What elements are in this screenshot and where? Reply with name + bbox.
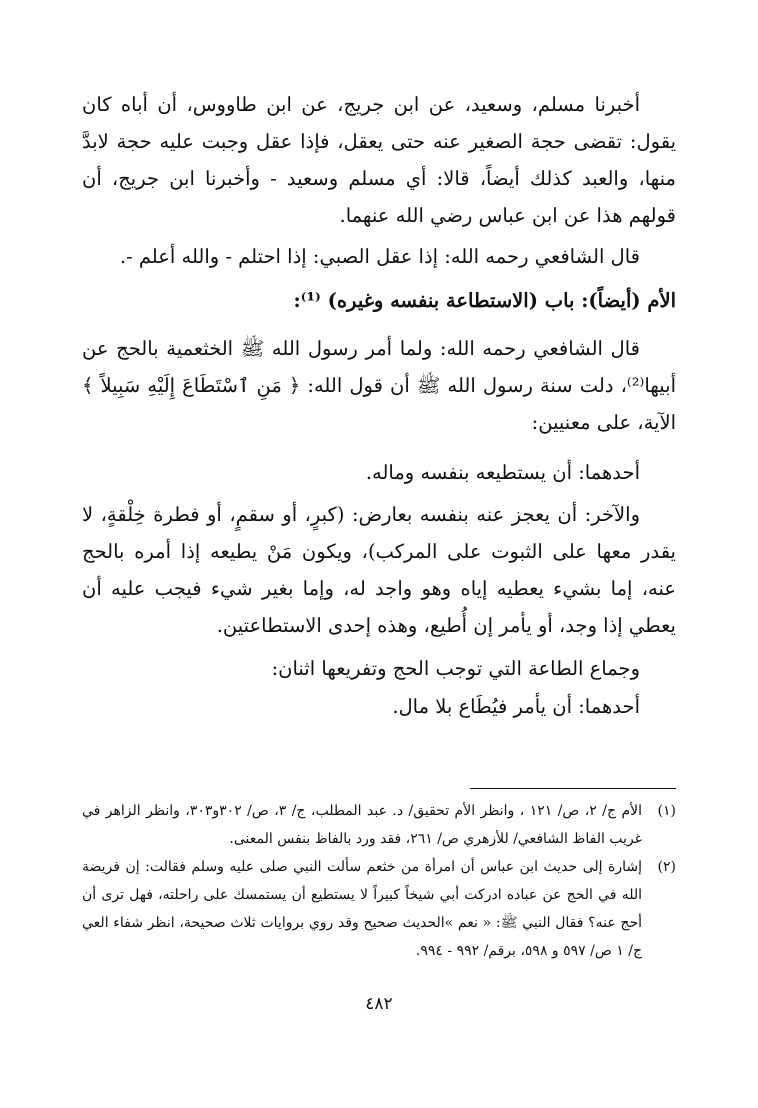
section-heading-block: [82, 282, 676, 319]
paragraph-obedience-first: أحدهما: أن يأمر فيُطَاع بلا مال.: [392, 695, 640, 718]
main-text-obedience: [82, 650, 676, 687]
section-heading: الأم (أيضاً): باب (الاستطاعة بنفسه وغيره) ⁽¹⁾:: [293, 289, 676, 312]
footnote-number: (١): [657, 803, 676, 819]
main-text-obedience-first: [82, 688, 676, 725]
footnote-divider: [470, 788, 676, 789]
paragraph-second-meaning: والآخر: أن يعجز عنه بنفسه بعارض: (كبرٍ، أو سقمٍ، أو فطرة خِلْقةٍ، لا يقدر معها على الثبوت على المركب)، ويكون مَنْ يطيعه إذا أمره بالحج عنه، إما بشيء يعطيه إياه وهو واجد له، وإما بغير شيء فيجب عليه أن يعطي إذا وجد، أو يأمر إن أُطيع، وهذه إحدى الاستطاعتين.: [82, 503, 676, 637]
paragraph-obedience: وجماع الطاعة التي توجب الحج وتفريعها اثنان:: [271, 657, 640, 680]
footnote-number: (٢): [657, 859, 676, 875]
paragraph-first-meaning: أحدهما: أن يستطيعه بنفسه وماله.: [365, 461, 640, 484]
paragraph-shafii-comment: قال الشافعي رحمه الله: إذا عقل الصبي: إذا احتلم - والله أعلم -.: [119, 245, 640, 268]
main-text-istitaa: [82, 330, 676, 441]
main-text-second: [82, 496, 676, 644]
page-number: ٤٨٢: [365, 994, 393, 1014]
footnote-text: إشارة إلى حديث ابن عباس أن امرأة من خثعم سألت النبي صلى عليه وسلم فقالت: إن فريضة الله في الحج عن عباده ادركت أبي شيخاً كبيراً لا يستطيع أن يستمسك على راحلته، فهل ترى أن أحج عنه؟ فقال النبي ﷺ: « نعم »الحديث صحيح وقد روي بروايات ثلاث صحيحة، انظر شفاء العي ج/ ١ ص/ ٥٩٧ و ٥٩٨، برقم/ ٩٩٢ - ٩٩٤.: [82, 859, 642, 959]
paragraph-narration: أخبرنا مسلم، وسعيد، عن ابن جريج، عن ابن طاووس، أن أباه كان يقول: تقضى حجة الصغير عنه حتى يعقل، فإذا عقل وجبت عليه حجة لابدَّ منها، والعبد كذلك أيضاً، قالا: أي مسلم وسعيد - وأخبرنا ابن جريج، أن قولهم هذا عن ابن عباس رضي الله عنهما.: [82, 93, 676, 227]
footnote-item: [82, 853, 676, 965]
footnote-text: الأم ج/ ٢، ص/ ١٢١ ، وانظر الأم تحقيق/ د. عبد المطلب، ج/ ٣، ص/ ٣٠٢و٣٠٣، وانظر الزاهر في غريب الفاظ الشافعي/ للأزهري ص/ ٢٦١، فقد ورد بالفاظ بنفس المعنى.: [82, 803, 643, 847]
main-text: [82, 86, 676, 234]
main-text-shafii-note: [82, 238, 676, 275]
footnotes: [82, 797, 676, 965]
paragraph-istitaa-intro: قال الشافعي رحمه الله: ولما أمر رسول الله ﷺ الخثعمية بالحج عن أبيها⁽²⁾، دلت سنة رسول الله ﷺ أن قول الله: ﴿ مَنِ ٱسْتَطَاعَ إِلَيْهِ سَبِيلاً ﴾ الآية، على معنيين:: [82, 337, 676, 434]
footnote-item: [82, 797, 676, 853]
main-text-first: [82, 454, 676, 491]
